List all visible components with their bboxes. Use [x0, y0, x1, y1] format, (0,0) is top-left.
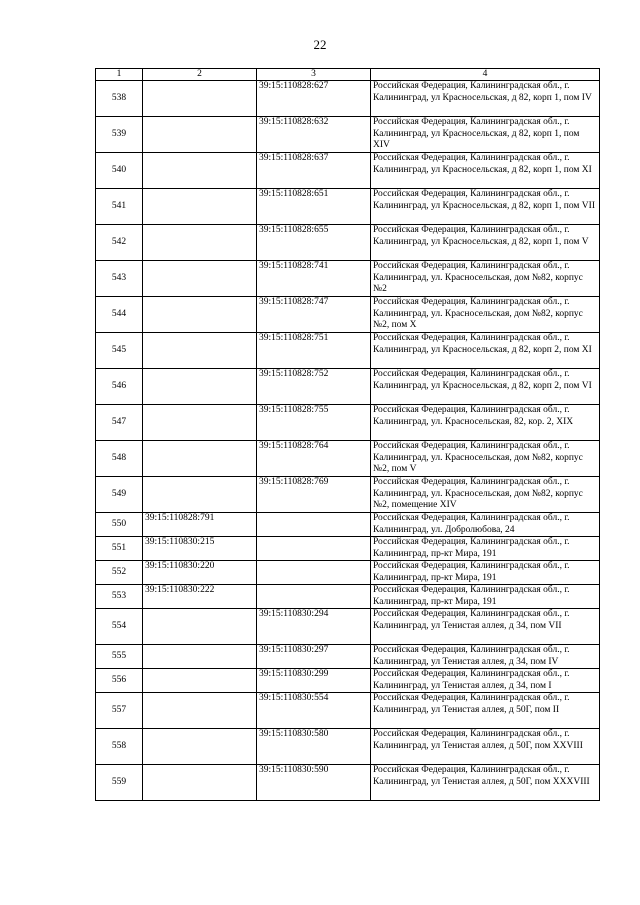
cadastral-number-cell: 39:15:110828:791	[143, 513, 257, 537]
premises-number-cell: 39:15:110828:747	[257, 297, 371, 333]
row-number-cell: 552	[96, 561, 143, 585]
premises-number-cell: 39:15:110830:299	[257, 669, 371, 693]
address-cell: Российская Федерация, Калининградская обл., г. Калининград, ул Тенистая аллея, д 50Г, пом XXVIII	[371, 729, 600, 765]
address-cell: Российская Федерация, Калининградская обл., г. Калининград, ул Тенистая аллея, д 34, пом VII	[371, 609, 600, 645]
cadastral-number-cell	[143, 441, 257, 477]
table-row	[96, 405, 600, 441]
address-cell: Российская Федерация, Калининградская обл., г. Калининград, ул. Красносельская, дом №82, корпус №2, пом X	[371, 297, 600, 333]
premises-number-cell: 39:15:110828:751	[257, 333, 371, 369]
address-cell: Российская Федерация, Калининградская обл., г. Калининград, ул Красносельская, д 82, корп 1, пом XI	[371, 153, 600, 189]
header-cell-1: 1	[96, 69, 143, 81]
table-header-row	[96, 69, 600, 81]
table-row	[96, 765, 600, 801]
row-number-cell: 540	[96, 153, 143, 189]
row-number-cell: 555	[96, 645, 143, 669]
premises-number-cell: 39:15:110830:554	[257, 693, 371, 729]
table-row	[96, 81, 600, 117]
row-number-cell: 550	[96, 513, 143, 537]
address-cell: Российская Федерация, Калининградская обл., г. Калининград, пр-кт Мира, 191	[371, 585, 600, 609]
page-number: 22	[313, 37, 327, 52]
premises-number-cell: 39:15:110830:580	[257, 729, 371, 765]
row-number-cell: 541	[96, 189, 143, 225]
row-number-cell: 551	[96, 537, 143, 561]
table-row	[96, 669, 600, 693]
cadastral-number-cell	[143, 609, 257, 645]
row-number-cell: 558	[96, 729, 143, 765]
row-number-cell: 553	[96, 585, 143, 609]
table-row	[96, 261, 600, 297]
premises-number-cell	[257, 561, 371, 585]
address-cell: Российская Федерация, Калининградская обл., г. Калининград, ул Тенистая аллея, д 50Г, пом II	[371, 693, 600, 729]
table-row	[96, 645, 600, 669]
cadastral-number-cell	[143, 645, 257, 669]
row-number-cell: 556	[96, 669, 143, 693]
address-cell: Российская Федерация, Калининградская обл., г. Калининград, ул Красносельская, д 82, корп 1, пом IV	[371, 81, 600, 117]
premises-number-cell	[257, 537, 371, 561]
row-number-cell: 548	[96, 441, 143, 477]
address-cell: Российская Федерация, Калининградская обл., г. Калининград, ул Красносельская, д 82, корп 1, пом VII	[371, 189, 600, 225]
premises-number-cell	[257, 513, 371, 537]
table-row	[96, 369, 600, 405]
header-cell-3: 3	[257, 69, 371, 81]
premises-number-cell: 39:15:110828:769	[257, 477, 371, 513]
table-row	[96, 225, 600, 261]
cadastral-number-cell	[143, 333, 257, 369]
table-row	[96, 561, 600, 585]
table-row	[96, 189, 600, 225]
table-row	[96, 153, 600, 189]
cadastral-number-cell	[143, 693, 257, 729]
table-row	[96, 333, 600, 369]
cadastral-number-cell: 39:15:110830:222	[143, 585, 257, 609]
address-cell: Российская Федерация, Калининградская обл., г. Калининград, ул Красносельская, д 82, корп 1, пом V	[371, 225, 600, 261]
row-number-cell: 543	[96, 261, 143, 297]
row-number-cell: 546	[96, 369, 143, 405]
address-cell: Российская Федерация, Калининградская обл., г. Калининград, ул Красносельская, д 82, корп 1, пом XIV	[371, 117, 600, 153]
cadastral-number-cell: 39:15:110830:215	[143, 537, 257, 561]
premises-number-cell: 39:15:110828:764	[257, 441, 371, 477]
premises-number-cell: 39:15:110828:632	[257, 117, 371, 153]
row-number-cell: 549	[96, 477, 143, 513]
premises-number-cell: 39:15:110828:637	[257, 153, 371, 189]
address-cell: Российская Федерация, Калининградская обл., г. Калининград, ул Тенистая аллея, д 50Г, пом XXXVIII	[371, 765, 600, 801]
row-number-cell: 542	[96, 225, 143, 261]
address-cell: Российская Федерация, Калининградская обл., г. Калининград, ул Красносельская, д 82, корп 2, пом XI	[371, 333, 600, 369]
table-row	[96, 117, 600, 153]
row-number-cell: 538	[96, 81, 143, 117]
premises-number-cell: 39:15:110830:297	[257, 645, 371, 669]
cadastral-number-cell	[143, 297, 257, 333]
cadastral-number-cell	[143, 729, 257, 765]
premises-number-cell: 39:15:110828:651	[257, 189, 371, 225]
table-row	[96, 477, 600, 513]
premises-number-cell: 39:15:110828:627	[257, 81, 371, 117]
table-row	[96, 585, 600, 609]
premises-number-cell: 39:15:110828:655	[257, 225, 371, 261]
data-table	[95, 68, 600, 801]
header-cell-4: 4	[371, 69, 600, 81]
row-number-cell: 557	[96, 693, 143, 729]
header-cell-2: 2	[143, 69, 257, 81]
table-row	[96, 729, 600, 765]
cadastral-number-cell	[143, 765, 257, 801]
table-row	[96, 441, 600, 477]
address-cell: Российская Федерация, Калининградская обл., г. Калининград, ул. Красносельская, дом №82, корпус №2, помещение XIV	[371, 477, 600, 513]
row-number-cell: 554	[96, 609, 143, 645]
address-cell: Российская Федерация, Калининградская обл., г. Калининград, пр-кт Мира, 191	[371, 537, 600, 561]
cadastral-number-cell	[143, 153, 257, 189]
row-number-cell: 559	[96, 765, 143, 801]
premises-number-cell: 39:15:110830:590	[257, 765, 371, 801]
row-number-cell: 547	[96, 405, 143, 441]
address-cell: Российская Федерация, Калининградская обл., г. Калининград, ул Тенистая аллея, д 34, пом IV	[371, 645, 600, 669]
table-row	[96, 693, 600, 729]
row-number-cell: 544	[96, 297, 143, 333]
address-cell: Российская Федерация, Калининградская обл., г. Калининград, ул. Красносельская, дом №82, корпус №2	[371, 261, 600, 297]
address-cell: Российская Федерация, Калининградская обл., г. Калининград, ул. Красносельская, 82, кор. 2, XIX	[371, 405, 600, 441]
cadastral-number-cell	[143, 189, 257, 225]
cadastral-number-cell	[143, 225, 257, 261]
address-cell: Российская Федерация, Калининградская обл., г. Калининград, ул Тенистая аллея, д 34, пом I	[371, 669, 600, 693]
address-cell: Российская Федерация, Калининградская обл., г. Калининград, ул. Красносельская, дом №82, корпус №2, пом V	[371, 441, 600, 477]
table-row	[96, 537, 600, 561]
address-cell: Российская Федерация, Калининградская обл., г. Калининград, ул. Добролюбова, 24	[371, 513, 600, 537]
cadastral-number-cell	[143, 369, 257, 405]
premises-number-cell: 39:15:110828:752	[257, 369, 371, 405]
cadastral-number-cell	[143, 477, 257, 513]
cadastral-number-cell	[143, 261, 257, 297]
premises-number-cell: 39:15:110830:294	[257, 609, 371, 645]
address-cell: Российская Федерация, Калининградская обл., г. Калининград, ул Красносельская, д 82, корп 2, пом VI	[371, 369, 600, 405]
premises-number-cell	[257, 585, 371, 609]
row-number-cell: 539	[96, 117, 143, 153]
table-row	[96, 513, 600, 537]
table-row	[96, 609, 600, 645]
premises-number-cell: 39:15:110828:741	[257, 261, 371, 297]
cadastral-number-cell	[143, 405, 257, 441]
cadastral-number-cell: 39:15:110830:220	[143, 561, 257, 585]
cadastral-number-cell	[143, 117, 257, 153]
cadastral-number-cell	[143, 669, 257, 693]
cadastral-number-cell	[143, 81, 257, 117]
row-number-cell: 545	[96, 333, 143, 369]
premises-number-cell: 39:15:110828:755	[257, 405, 371, 441]
address-cell: Российская Федерация, Калининградская обл., г. Калининград, пр-кт Мира, 191	[371, 561, 600, 585]
table-row	[96, 297, 600, 333]
